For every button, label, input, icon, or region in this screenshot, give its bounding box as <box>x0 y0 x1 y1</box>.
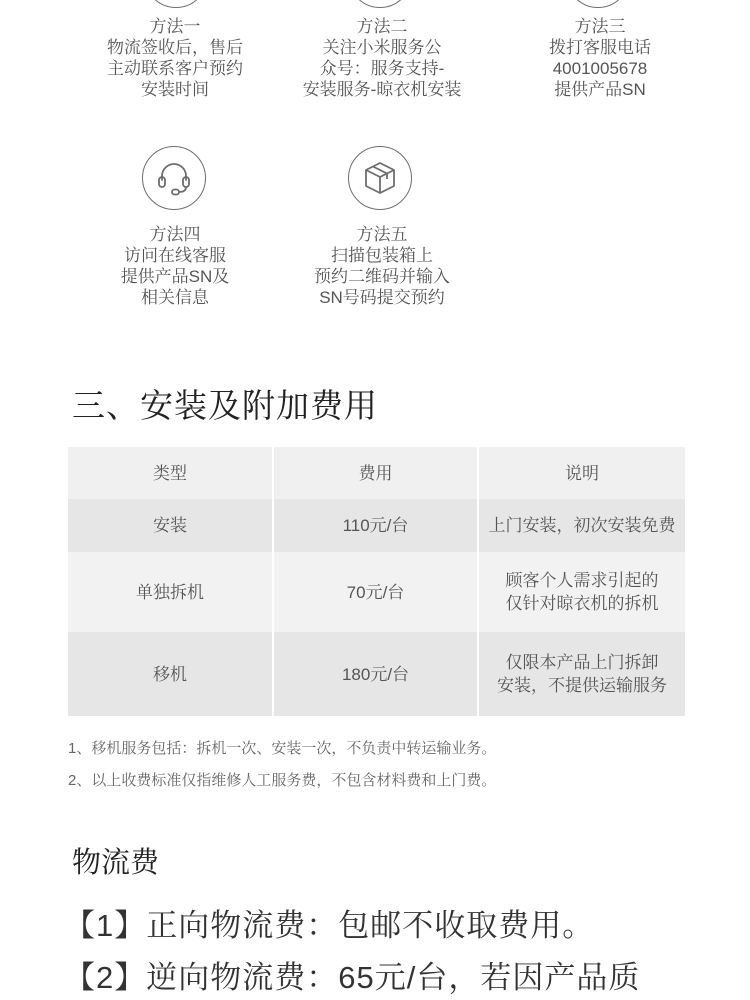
method-line: 相关信息 <box>141 288 209 307</box>
fee-table <box>68 447 685 716</box>
logistics-item: 【2】逆向物流费：65元/台，若因产品质 <box>64 960 641 995</box>
method-line: 提供产品SN <box>554 80 646 99</box>
method-3 <box>510 16 690 100</box>
cell-desc-line: 安装，不提供运输服务 <box>497 676 667 695</box>
table-row <box>68 632 685 716</box>
method-1 <box>80 16 270 100</box>
method-line: 扫描包装箱上 <box>331 246 433 265</box>
shipping-icon <box>144 0 208 8</box>
cell-desc-line: 上门安装，初次安装免费 <box>488 516 676 535</box>
cell-desc-line: 顾客个人需求引起的 <box>505 571 659 590</box>
method-line: 物流签收后，售后 <box>107 38 243 57</box>
table-header-row <box>68 447 685 499</box>
table-row <box>68 552 685 632</box>
cell-type: 安装 <box>68 499 273 552</box>
column-header-fee: 费用 <box>273 447 478 499</box>
method-4 <box>80 224 270 308</box>
method-title: 方法一 <box>149 17 201 36</box>
method-line: 众号：服务支持- <box>319 59 445 78</box>
section-title: 三、安装及附加费用 <box>72 386 378 425</box>
method-line: 安装时间 <box>141 80 209 99</box>
method-line: 提供产品SN及 <box>120 267 230 286</box>
logistics-item: 【1】正向物流费：包邮不收取费用。 <box>64 908 595 943</box>
package-box-icon <box>348 146 412 210</box>
cell-desc <box>478 499 685 552</box>
method-title: 方法三 <box>574 17 626 36</box>
headset-icon <box>142 146 206 210</box>
cell-desc-line: 仅限本产品上门拆卸 <box>505 653 659 672</box>
column-header-desc: 说明 <box>565 463 599 483</box>
method-title: 方法五 <box>356 225 408 244</box>
cell-desc <box>478 632 685 716</box>
method-5 <box>282 224 482 308</box>
method-line: 主动联系客户预约 <box>107 59 243 78</box>
cell-desc <box>478 552 685 632</box>
method-title: 方法二 <box>356 17 408 36</box>
cell-type: 单独拆机 <box>68 552 273 632</box>
cell-fee: 70元/台 <box>273 552 478 632</box>
table-row <box>68 499 685 552</box>
cell-fee: 110元/台 <box>273 499 478 552</box>
phone-icon <box>566 0 630 8</box>
method-line: 访问在线客服 <box>124 246 226 265</box>
method-line: 关注小米服务公 <box>322 38 442 57</box>
method-2 <box>282 16 482 100</box>
column-header-type: 类型 <box>68 447 273 499</box>
fee-note: 2、以上收费标准仅指维修人工服务费，不包含材料费和上门费。 <box>68 772 497 789</box>
method-line: 安装服务-晾衣机安装 <box>302 80 462 99</box>
cell-fee: 180元/台 <box>273 632 478 716</box>
method-line: SN号码提交预约 <box>319 288 445 307</box>
method-line: 预约二维码并输入 <box>314 267 450 286</box>
wechat-icon <box>348 0 412 8</box>
cell-type: 移机 <box>68 632 273 716</box>
method-title: 方法四 <box>149 225 201 244</box>
logistics-title: 物流费 <box>72 847 160 879</box>
method-line: 拨打客服电话 <box>549 38 651 57</box>
cell-desc-line: 仅针对晾衣机的拆机 <box>505 594 659 613</box>
fee-note: 1、移机服务包括：拆机一次、安装一次，不负责中转运输业务。 <box>68 740 497 757</box>
method-line: 4001005678 <box>552 59 648 78</box>
